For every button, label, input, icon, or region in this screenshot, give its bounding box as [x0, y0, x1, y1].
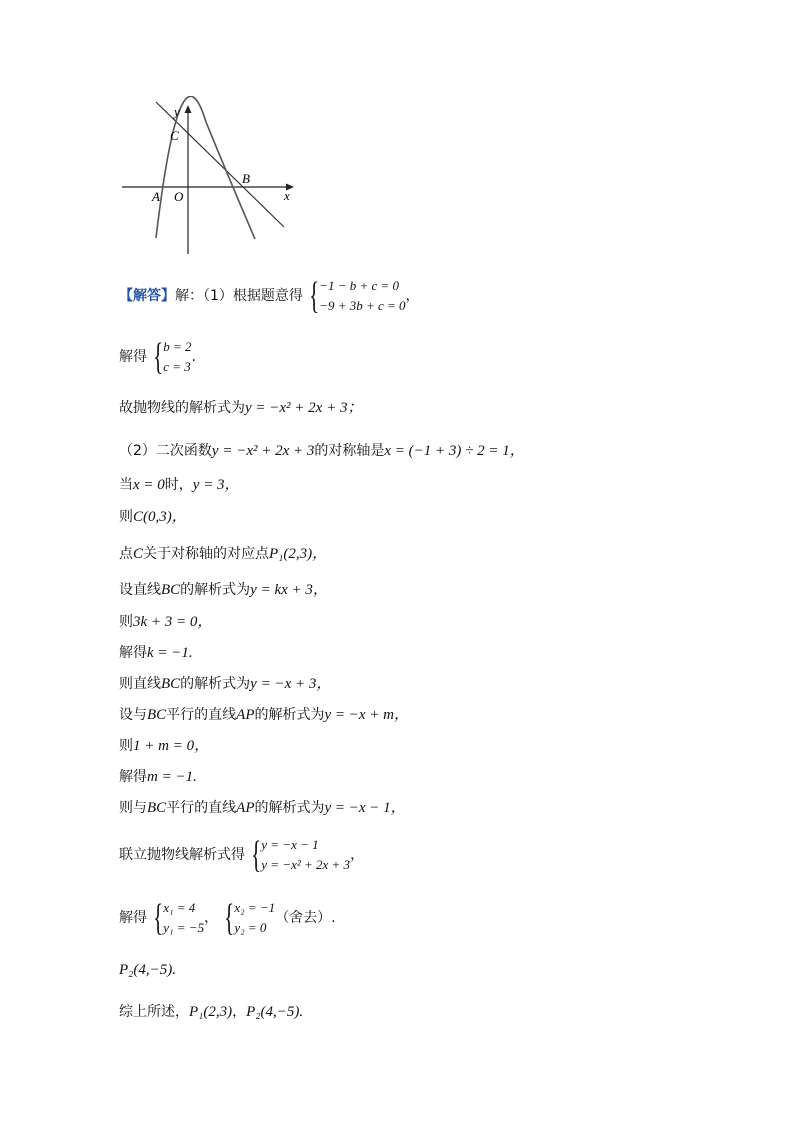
answer-line-7: 点C关于对称轴的对应点P₁(2,3)，: [119, 546, 328, 562]
answer-tag: 【解答】: [119, 288, 175, 304]
answer-line-2: 解得 { b = 2 c = 3 .: [119, 336, 196, 378]
answer-line-15: 则与BC平行的直线AP的解析式为y = −x − 1，: [119, 800, 406, 816]
label-c: C: [170, 128, 179, 143]
label-a: A: [152, 189, 160, 204]
answer-line-5: 当x = 0时，y = 3，: [119, 477, 240, 493]
answer-line-16: 联立抛物线解析式得 { y = −x − 1 y = −x² + 2x + 3 ，: [119, 834, 365, 876]
label-x: x: [284, 188, 290, 203]
equation-system-5: { x₂ = −1 y₂ = 0: [224, 897, 276, 939]
answer-line-12: 设与BC平行的直线AP的解析式为y = −x + m，: [119, 707, 410, 723]
answer-line-10: 解得k = −1.: [119, 645, 193, 661]
answer-line-11: 则直线BC的解析式为y = −x + 3，: [119, 676, 332, 692]
answer-line-1: 【解答】解：（1）根据题意得 { −1 − b + c = 0 −9 + 3b + c = 0 ，: [119, 275, 420, 317]
answer-line-6: 则C(0,3)，: [119, 509, 187, 525]
answer-line-17: 解得 { x₁ = 4 y₁ = −5 ， { x₂ = −1 y₂ = 0 （舍去）.: [119, 897, 336, 939]
answer-line-3: 故抛物线的解析式为y = −x² + 2x + 3；: [119, 400, 363, 416]
y-axis-arrow: [185, 105, 192, 113]
equation-system-2: { b = 2 c = 3: [153, 336, 192, 378]
label-y: y: [174, 104, 180, 119]
answer-line-18: P₂(4,−5).: [119, 962, 176, 978]
parabola-figure: [118, 96, 303, 258]
equation-system-4: { x₁ = 4 y₁ = −5: [153, 897, 205, 939]
answer-line-14: 解得m = −1.: [119, 769, 197, 785]
answer-line-19: 综上所述，P₁(2,3)，P₂(4,−5).: [119, 1004, 304, 1020]
label-b: B: [242, 171, 250, 186]
equation-system-1: { −1 − b + c = 0 −9 + 3b + c = 0: [309, 275, 406, 317]
answer-line-13: 则1 + m = 0，: [119, 738, 210, 754]
answer-line-4: （2）二次函数y = −x² + 2x + 3的对称轴是x = (−1 + 3) ÷ 2 = 1，: [119, 443, 525, 459]
equation-system-3: { y = −x − 1 y = −x² + 2x + 3: [251, 834, 351, 876]
label-o: O: [174, 189, 184, 204]
answer-line-8: 设直线BC的解析式为y = kx + 3，: [119, 582, 328, 598]
answer-line-9: 则3k + 3 = 0，: [119, 614, 213, 630]
parabola-curve: [156, 96, 255, 239]
